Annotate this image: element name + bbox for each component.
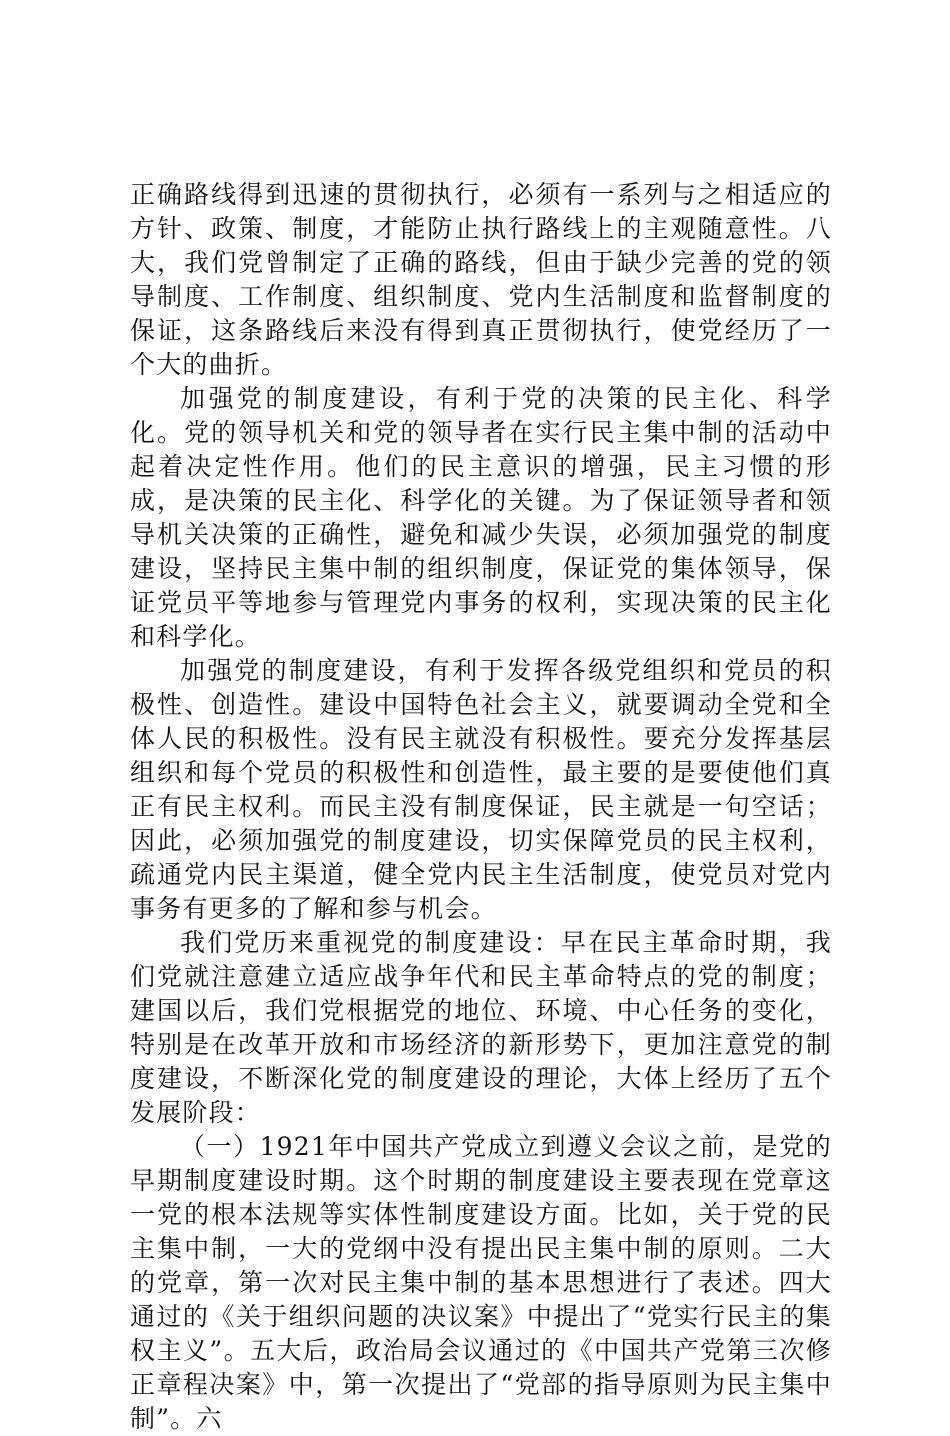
document-body — [130, 178, 832, 1436]
paragraph-4: 我们党历来重视党的制度建设：早在民主革命时期，我们党就注意建立适应战争年代和民主革命特点的党的制度；建国以后，我们党根据党的地位、环境、中心任务的变化，特别是在改革开放和市场经济的新形势下，更加注意党的制度建设，不断深化党的制度建设的理论，大体上经历了五个发展阶段： — [130, 928, 832, 1127]
paragraph-2: 加强党的制度建设，有利于党的决策的民主化、科学化。党的领导机关和党的领导者在实行民主集中制的活动中起着决定性作用。他们的民主意识的增强，民主习惯的形成，是决策的民主化、科学化的关键。为了保证领导者和领导机关决策的正确性，避免和减少失误，必须加强党的制度建设，坚持民主集中制的组织制度，保证党的集体领导，保证党员平等地参与管理党内事务的权利，实现决策的民主化和科学化。 — [130, 384, 832, 651]
paragraph-3: 加强党的制度建设，有利于发挥各级党组织和党员的积极性、创造性。建设中国特色社会主义，就要调动全党和全体人民的积极性。没有民主就没有积极性。要充分发挥基层组织和每个党员的积极性和创造性，最主要的是要使他们真正有民主权利。而民主没有制度保证，民主就是一句空话；因此，必须加强党的制度建设，切实保障党员的民主权利，疏通党内民主渠道，健全党内民主生活制度，使党员对党内事务有更多的了解和参与机会。 — [130, 656, 832, 923]
paragraph-1: 正确路线得到迅速的贯彻执行，必须有一系列与之相适应的方针、政策、制度，才能防止执行路线上的主观随意性。八大，我们党曾制定了正确的路线，但由于缺少完善的党的领导制度、工作制度、组织制度、党内生活制度和监督制度的保证，这条路线后来没有得到真正贯彻执行，使党经历了一个大的曲折。 — [130, 180, 832, 379]
paragraph-5: （一）1921年中国共产党成立到遵义会议之前，是党的早期制度建设时期。这个时期的制度建设主要表现在党章这一党的根本法规等实体性制度建设方面。比如，关于党的民主集中制，一大的党纲中没有提出民主集中制的原则。二大的党章，第一次对民主集中制的基本思想进行了表述。四大通过的《关于组织问题的决议案》中提出了“党实行民主的集权主义”。五大后，政治局会议通过的《中国共产党第三次修正章程决案》中，第一次提出了“党部的指导原则为民主集中制”。六 — [130, 1132, 832, 1433]
